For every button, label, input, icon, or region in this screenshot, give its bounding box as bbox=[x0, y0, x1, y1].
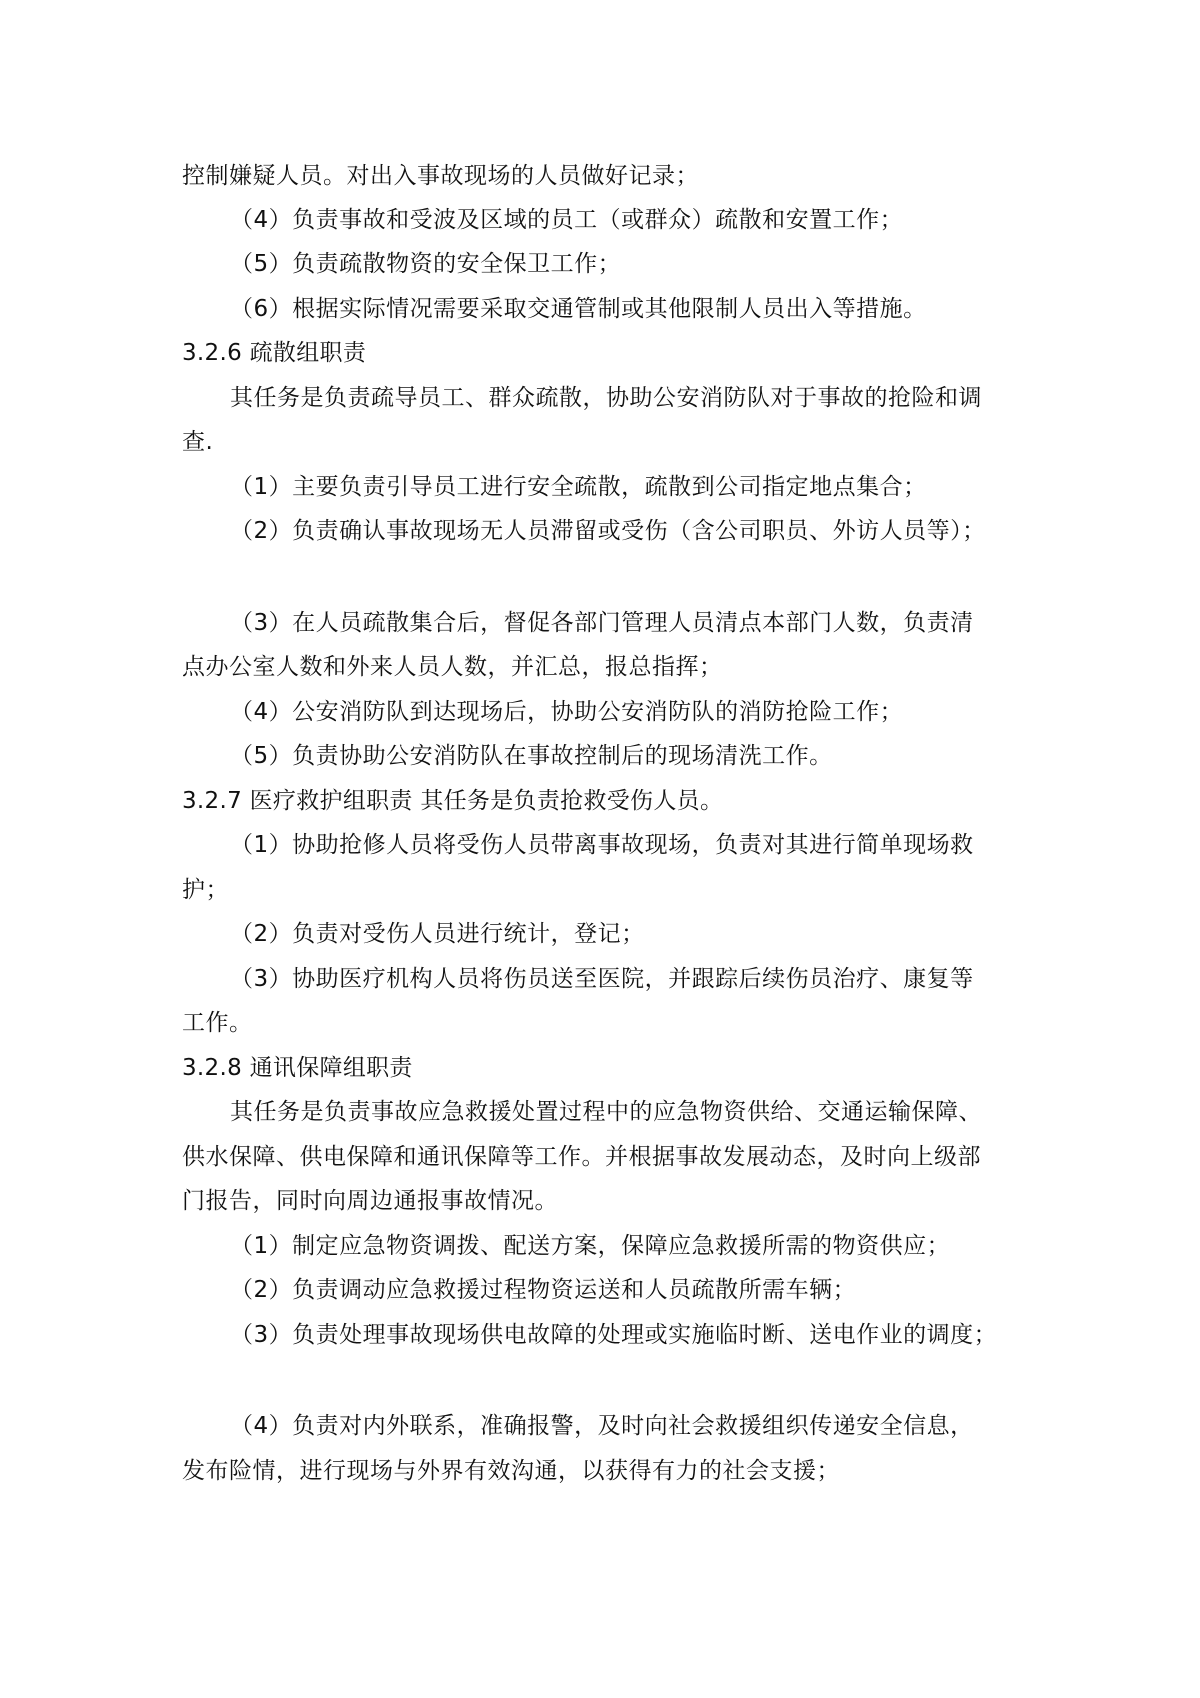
list-item: （6）根据实际情况需要采取交通管制或其他限制人员出入等措施。 bbox=[230, 296, 927, 322]
list-item: （4）负责事故和受波及区域的员工（或群众）疏散和安置工作； bbox=[230, 207, 904, 233]
list-item: （3）在人员疏散集合后，督促各部门管理人员清点本部门人数，负责清 bbox=[230, 610, 974, 636]
list-item: （1）主要负责引导员工进行安全疏散，疏散到公司指定地点集合； bbox=[230, 474, 927, 500]
paragraph-text: 其任务是负责事故应急救援处置过程中的应急物资供给、交通运输保障、 bbox=[230, 1099, 982, 1125]
paragraph-continuation: 查. bbox=[182, 429, 214, 455]
list-item: （2）负责确认事故现场无人员滞留或受伤（含公司职员、外访人员等）； bbox=[230, 518, 986, 544]
list-item: （2）负责调动应急救援过程物资运送和人员疏散所需车辆； bbox=[230, 1277, 857, 1303]
paragraph-continuation: 护； bbox=[182, 877, 229, 903]
paragraph-continuation: 发布险情，进行现场与外界有效沟通，以获得有力的社会支援； bbox=[182, 1458, 840, 1484]
list-item: （3）负责处理事故现场供电故障的处理或实施临时断、送电作业的调度； bbox=[230, 1322, 998, 1348]
paragraph-continuation: 门报告，同时向周边通报事故情况。 bbox=[182, 1188, 558, 1214]
paragraph-continuation: 工作。 bbox=[182, 1010, 253, 1036]
list-item: （3）协助医疗机构人员将伤员送至医院，并跟踪后续伤员治疗、康复等 bbox=[230, 966, 974, 992]
list-item: （1）协助抢修人员将受伤人员带离事故现场，负责对其进行简单现场救 bbox=[230, 832, 974, 858]
list-item: （4）负责对内外联系，准确报警，及时向社会救援组织传递安全信息， bbox=[230, 1413, 974, 1439]
list-item: （2）负责对受伤人员进行统计，登记； bbox=[230, 921, 645, 947]
paragraph-continuation: 点办公室人数和外来人员人数，并汇总，报总指挥； bbox=[182, 654, 723, 680]
list-item: （4）公安消防队到达现场后，协助公安消防队的消防抢险工作； bbox=[230, 699, 904, 725]
section-heading-3-2-6: 3.2.6 疏散组职责 bbox=[182, 340, 367, 366]
paragraph-continuation: 供水保障、供电保障和通讯保障等工作。并根据事故发展动态，及时向上级部 bbox=[182, 1144, 981, 1170]
list-item: （5）负责协助公安消防队在事故控制后的现场清洗工作。 bbox=[230, 743, 833, 769]
paragraph-continuation: 控制嫌疑人员。对出入事故现场的人员做好记录； bbox=[182, 163, 699, 189]
section-heading-3-2-7: 3.2.7 医疗救护组职责 其任务是负责抢救受伤人员。 bbox=[182, 788, 724, 814]
list-item: （5）负责疏散物资的安全保卫工作； bbox=[230, 251, 622, 277]
list-item: （1）制定应急物资调拨、配送方案，保障应急救援所需的物资供应； bbox=[230, 1233, 951, 1259]
section-heading-3-2-8: 3.2.8 通讯保障组职责 bbox=[182, 1055, 413, 1081]
paragraph-text: 其任务是负责疏导员工、群众疏散，协助公安消防队对于事故的抢险和调 bbox=[230, 385, 982, 411]
